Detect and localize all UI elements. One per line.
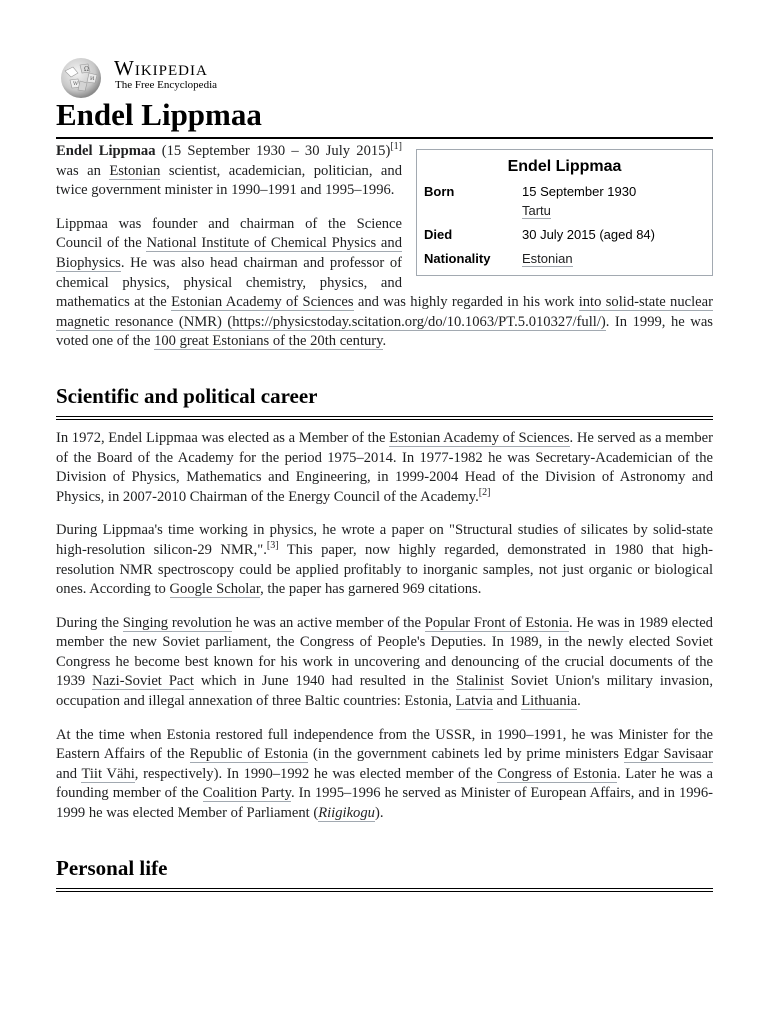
career-paragraph-2 <box>56 521 713 599</box>
infobox-label: Nationality <box>424 251 491 266</box>
ref-3[interactable]: [3] <box>266 540 279 552</box>
text: , respectively). In 1990–1992 he was elected member of the <box>134 765 498 782</box>
career-paragraph-3 <box>56 614 713 712</box>
ref-1[interactable]: [1] <box>390 141 403 153</box>
text: . In 1995–1996 he served as Minister of European Affairs, and in 1996-1999 he was elected Member of Parliament ( <box>56 785 713 822</box>
text: Soviet Union's military invasion, occupation and illegal annexation of three Baltic countries: Estonia, <box>56 673 714 710</box>
link-popular-front[interactable]: Popular Front of Estonia <box>424 614 569 631</box>
link-google-scholar[interactable]: Google Scholar <box>169 581 261 598</box>
link-coalition-party[interactable]: Coalition Party <box>202 785 291 802</box>
link-nicpb[interactable]: National Institute of Chemical Physics and Biophysics <box>56 235 402 271</box>
text: Lippmaa was founder and chairman of the Science Council of the <box>56 215 402 252</box>
wikipedia-logo[interactable] <box>56 52 316 98</box>
link-estonian-academy[interactable]: Estonian Academy of Sciences <box>171 294 354 311</box>
text: At the time when Estonia restored full independence from the USSR, in 1990–1991, he was Minister for the Eastern Affairs of the <box>56 726 713 763</box>
svg-text:Ω: Ω <box>84 66 89 73</box>
text: and <box>56 765 82 782</box>
text: . <box>577 693 581 710</box>
heading-text: Scientific and political career <box>56 383 318 408</box>
text: . <box>382 333 387 350</box>
link-estonian-academy[interactable]: Estonian Academy of Sciences <box>389 429 570 446</box>
text: . He was in 1989 elected member the new Soviet parliament, the Congress of People's Deputies. In 1989, in the newly elected Soviet Congress he become best known for his work in uncovering and denouncing of the crucial documents of the 1939 <box>56 614 713 690</box>
infobox-row-born <box>424 182 705 220</box>
career-paragraph-4 <box>56 726 713 824</box>
infobox-value <box>522 249 705 268</box>
text: he was an active member of the <box>231 614 425 631</box>
text: scientist, academician, politician, and twice government minister in 1990–1991 and 1995–1996. <box>56 162 402 199</box>
text: and was highly regarded in his work <box>353 294 579 311</box>
text: . In 1999, he was voted one of the <box>56 313 713 350</box>
section-heading-personal <box>56 854 713 889</box>
svg-text:W: W <box>73 81 79 87</box>
infobox-label: Born <box>424 184 455 199</box>
title-rule <box>56 137 713 139</box>
text: In 1972, Endel Lippmaa was elected as a Member of the <box>56 429 390 446</box>
link-congress-of-estonia[interactable]: Congress of Estonia <box>497 765 617 782</box>
text: . He was also head chairman and professor of chemical physics, physical chemistry, physics, and mathematics at the <box>56 254 402 311</box>
link-stalinist[interactable]: Stalinist <box>455 673 504 690</box>
link-nmr-external[interactable]: into solid-state nuclear magnetic resonance (NMR) (https://physicstoday.scitation.org/do/10.1063/PT.5.010327/full/) <box>56 294 714 330</box>
text: This paper, now highly regarded, demonstrated in 1980 that high-resolution NMR spectroscopy could be applied profitably to inorganic samples, not just organic or biological ones. According to <box>56 541 713 598</box>
link-nazi-soviet-pact[interactable]: Nazi-Soviet Pact <box>92 673 194 690</box>
svg-text:И: И <box>90 76 95 82</box>
text: was an <box>56 162 110 179</box>
ref-2[interactable]: [2] <box>478 486 491 498</box>
text: (in the government cabinets led by prime ministers <box>308 746 624 763</box>
text: During Lippmaa's time working in physics, he wrote a paper on "Structural studies of silicates by solid-state high-resolution silicon-29 NMR,". <box>56 522 713 558</box>
infobox-value <box>522 182 705 220</box>
career-paragraph-1 <box>56 429 713 507</box>
section-heading-career <box>56 382 713 417</box>
born-date: 15 September 1930 <box>522 184 637 199</box>
infobox-row-nationality <box>424 249 705 268</box>
wordmark-text: Wikipedia <box>114 56 208 80</box>
infobox-label: Died <box>424 227 453 242</box>
wordmark <box>114 56 208 81</box>
link-edgar-savisaar[interactable]: Edgar Savisaar <box>623 746 713 763</box>
link-tartu[interactable]: Tartu <box>522 203 551 218</box>
tagline: The Free Encyclopedia <box>115 79 218 91</box>
text: and <box>492 693 522 710</box>
text: . He served as a member of the Board of the Academy for the period 1975–2014. In 1977-1982 he was Secretary-Academician of the Division of Physics, Mathematics and Engineering, in 1999-2004 Head of the Division of Astronomy and Physics, in 2007-2010 Chairman of the Energy Council of the Academy. <box>56 429 713 505</box>
link-latvia[interactable]: Latvia <box>455 693 493 710</box>
subject-name: Endel Lippmaa <box>56 143 156 159</box>
text: . Later he was a founding member of the <box>56 765 713 802</box>
heading-text: Personal life <box>56 855 168 880</box>
link-republic-of-estonia[interactable]: Republic of Estonia <box>189 746 309 763</box>
link-100-great-estonians[interactable]: 100 great Estonians of the 20th century <box>154 333 383 350</box>
link-tiit-vahi[interactable]: Tiit Vähi <box>81 765 135 782</box>
text: (15 September 1930 – 30 July 2015) <box>155 143 391 159</box>
wikipedia-globe-icon <box>56 55 106 99</box>
link-estonian-nationality[interactable]: Estonian <box>522 251 573 266</box>
text: , the paper has garnered 969 citations. <box>260 581 482 598</box>
text: which in June 1940 had resulted in the <box>193 673 456 690</box>
link-lithuania[interactable]: Lithuania <box>521 693 578 710</box>
infobox-value: 30 July 2015 (aged 84) <box>522 227 655 242</box>
infobox-row-died <box>424 225 705 244</box>
page-title: Endel Lippmaa <box>56 97 262 132</box>
text: ). <box>374 805 384 822</box>
link-riigikogu[interactable]: Riigikogu <box>318 805 375 822</box>
link-estonian[interactable]: Estonian <box>109 162 161 179</box>
article-content <box>56 142 713 901</box>
link-singing-revolution[interactable]: Singing revolution <box>122 614 232 631</box>
infobox <box>416 149 713 276</box>
text: During the <box>56 614 123 631</box>
infobox-title: Endel Lippmaa <box>507 158 622 175</box>
